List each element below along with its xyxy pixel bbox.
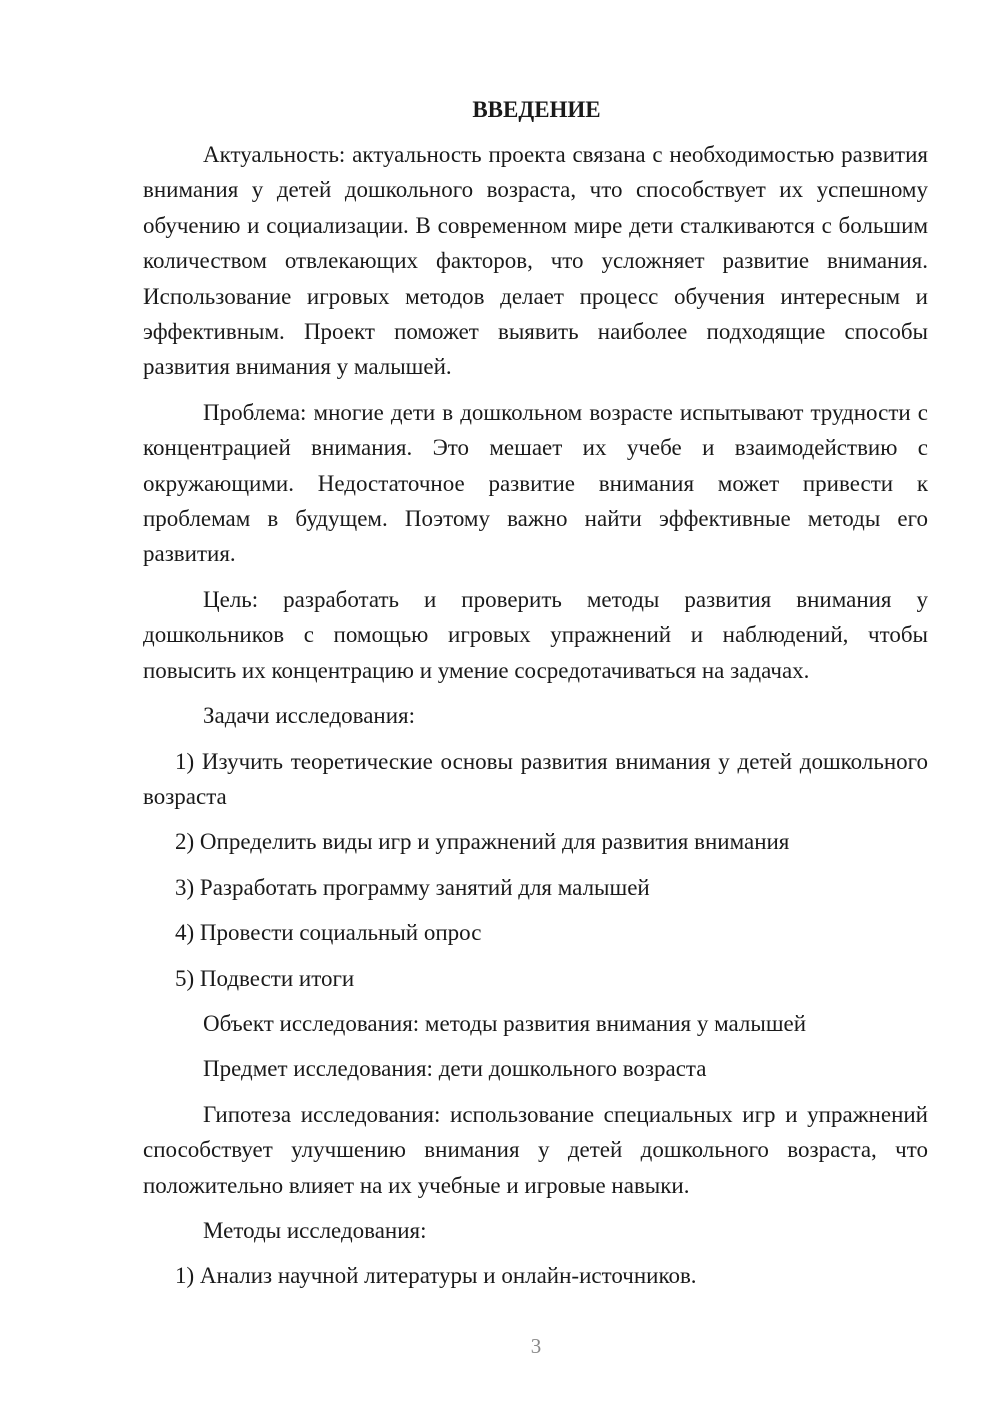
- task-item-2: 2) Определить виды игр и упражнений для развития внимания: [175, 829, 790, 855]
- tasks-heading: Задачи исследования:: [203, 703, 416, 729]
- paragraph-problem: Проблема: многие дети в дошкольном возрасте испытывают трудности с концентрацией внимания. Это мешает их учебе и взаимодействию с окружающими. Недостаточное развитие внимания может привести к проблемам в будущем. Поэтому важно найти эффективные методы его развития.: [143, 399, 928, 567]
- methods-heading: Методы исследования:: [203, 1217, 427, 1243]
- paragraph-goal: Цель: разработать и проверить методы развития внимания у дошкольников с помощью игровых упражнений и наблюдений, чтобы повысить их концентрацию и умение сосредотачиваться на задачах.: [143, 586, 928, 683]
- page-number: 3: [530, 1334, 542, 1358]
- paragraph-subject: Предмет исследования: дети дошкольного возраста: [203, 1056, 707, 1082]
- method-item-1: 1) Анализ научной литературы и онлайн-источников.: [175, 1263, 697, 1289]
- paragraph-object: Объект исследования: методы развития внимания у малышей: [203, 1010, 807, 1036]
- task-item-1: 1) Изучить теоретические основы развития внимания у детей дошкольного возраста: [143, 748, 928, 809]
- task-item-3: 3) Разработать программу занятий для малышей: [175, 874, 650, 900]
- section-title: ВВЕДЕНИЕ: [472, 97, 601, 122]
- paragraph-hypothesis: Гипотеза исследования: использование специальных игр и упражнений способствует улучшению внимания у детей дошкольного возраста, что положительно влияет на их учебные и игровые навыки.: [143, 1101, 928, 1198]
- document-body: [143, 95, 928, 1304]
- paragraph-relevance: Актуальность: актуальность проекта связана с необходимостью развития внимания у детей дошкольного возраста, что способствует их успешному обучению и социализации. В современном мире дети сталкиваются с большим количеством отвлекающих факторов, что усложняет развитие внимания. Использование игровых методов делает процесс обучения интересным и эффективным. Проект поможет выявить наиболее подходящие способы развития внимания у малышей.: [143, 142, 928, 380]
- task-item-4: 4) Провести социальный опрос: [175, 920, 482, 946]
- task-item-5: 5) Подвести итоги: [175, 965, 355, 991]
